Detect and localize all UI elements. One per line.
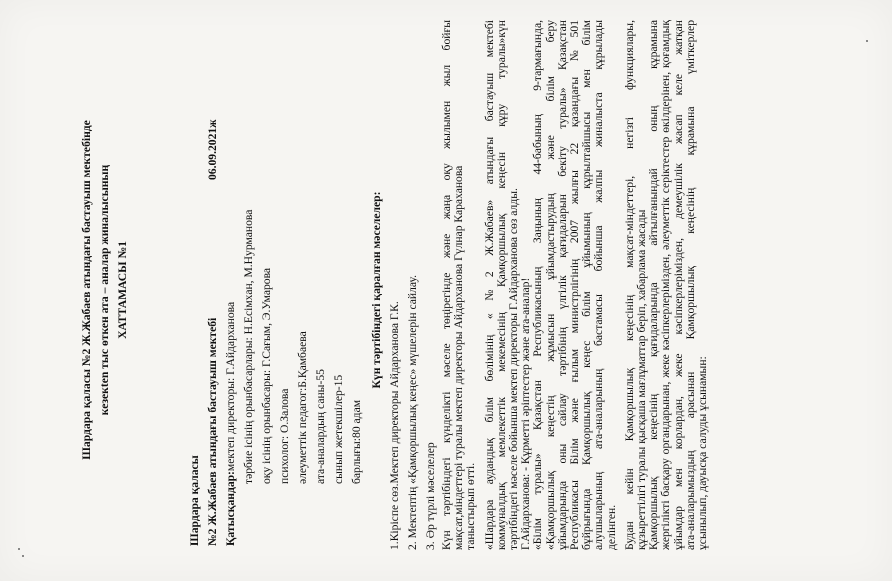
agenda-item-2: 2. Мектептің «Қамқоршылық кеңес» мүшелерін сайлау. — [406, 275, 419, 550]
body-p4-line3: ұйымдарында оны сайлау тәртібінің үлгілік қағидаларын бекіту туралы» Қазақстан — [555, 20, 569, 550]
body-p5-line5: ұйымдар мен корлардан, жеке кәсіпкерлерімізден, демеушілік жасап келе жатқан — [671, 20, 685, 550]
attendees-deputies-education: оқу ісінің орынбасары: Г.Сағым, Э.Умарова — [260, 267, 273, 484]
body-p5-line7: ұсынылып, дауысқа салуды ұсынамын: — [696, 356, 710, 550]
body-p4-line4: Республикасы Білім және ғылым министрлігінің 2007 жылғы 22 қазандағы №501 — [568, 20, 582, 550]
attendees-parents-count: ата-аналардың саны-55 — [314, 369, 327, 484]
body-p2-line1: «Шардара аудандық білім бөлімінің «№2 Ж.Жабаев» атындағы бастауыш мектебі — [482, 20, 496, 550]
agenda-item-1: 1.Кіріспе сөз.Мектеп директоры Айдарханова Г.К. — [388, 301, 401, 550]
body-p5-line1: Будан кейін Қамқоршылық кеңесінің мақсат-міндеттері, негізгі функциялары, — [622, 20, 636, 550]
scan-speck — [22, 555, 24, 557]
body-p5-line4: жергілікті басқару органдарынан, жеке кәсіпкерлерімізден, әлеуметтік серіктестер өкілдерінен, қоғамдық — [659, 20, 673, 550]
attendees-psychologist: психолог: О.Залова — [278, 388, 291, 484]
body-p4-line5: бұйрығында Қамқоршылық кеңес білім ұйымының құрылтайшысы мен білім — [580, 20, 594, 550]
city-name: Шардара қаласы — [188, 455, 201, 546]
body-p2-line3: тәртібіндегі мәселе бойынша мектеп директоры Г.Айдарханова сөз алды. — [507, 188, 521, 550]
agenda-heading: Күн тәртібіндегі қаралған мәселелер: — [370, 191, 383, 389]
document-page — [21, 10, 871, 570]
agenda-item-3: 3. Әр түрлі мәселелер — [424, 442, 437, 550]
body-p4-line1: «Білім туралы» Қазақстан Республикасының Заңының 44-бабының 9-тармағында, — [531, 20, 545, 550]
body-p1-line2: мақсат,міндеттері туралы мектеп директоры Айдарханова Гүлнар Караханова — [452, 165, 466, 550]
attendees-deputies-upbringing: тәрбие ісінің орынбасарлары: Н.Есімхан, М.Нурманова — [242, 209, 255, 484]
document-title-line2: кезекten тыс өткен ата – аналар жиналысының — [98, 164, 111, 416]
document-title-line1: Шардара қаласы №2 Ж.Жабаев атындағы бастауыш мектебінде — [80, 120, 93, 460]
document-date: 06.09.2021ж — [206, 119, 219, 180]
attendees-label: Қатысқандар: — [224, 471, 237, 546]
attendees-total: барлығы:80 адам — [350, 399, 363, 484]
attendees-social-pedagogue: әлеуметтік педагог:Б.Қамбаева — [296, 331, 309, 484]
document-title-number: ХАТТАМАСЫ №1 — [116, 241, 129, 339]
attendees-teachers-count: сынып жетекшілер-15 — [332, 374, 345, 484]
attendees-row — [225, 302, 237, 546]
scan-speck — [866, 40, 868, 42]
body-p4-line6: алушыларының ата-аналарының бастамасы бойынша жалпы жиналыста құрылады — [592, 20, 606, 550]
body-p5-line3: Қамқоршылық кеңесінің қағидаларында айтылғанындай оның құрамына — [647, 20, 661, 550]
body-p1-line3: таныстырып өтті. — [464, 462, 478, 550]
school-name: №2 Ж.Жабаев атындағы бастауыш мектебі — [206, 317, 219, 546]
body-p5-line2: құзыреттілігі туралы қысқаша мағлұматтар беріп, хабарлама жасады — [635, 209, 649, 550]
scan-speck — [18, 548, 20, 550]
attendees-director: мектеп директоры: Г.Айдарханова — [224, 301, 237, 472]
body-text — [441, 20, 709, 550]
body-p4-line2: «Қамқоршылық кеңестің жұмысын ұйымдастырудың және білім беру — [543, 20, 557, 550]
body-p2-line2: коммуналдық мемлекеттік мекемесінің Қамқоршылық кеңесін құру туралы»күн — [494, 20, 508, 550]
body-p5-line6: ата-аналарымыздың арасынан Қамқоршылық кеңесінің құрамына үміткерлер — [683, 20, 697, 550]
body-p3-line1: Г.Айдарханова: - Құрметті әріптестер және ата-аналар! — [519, 277, 533, 550]
body-p4-line7: делінген. — [604, 504, 618, 550]
body-p1-line1: Күн тәртібіндегі күнделікті мәселе төңірегінде және жаңа оқу жылымен жыл бойғы — [440, 20, 453, 550]
